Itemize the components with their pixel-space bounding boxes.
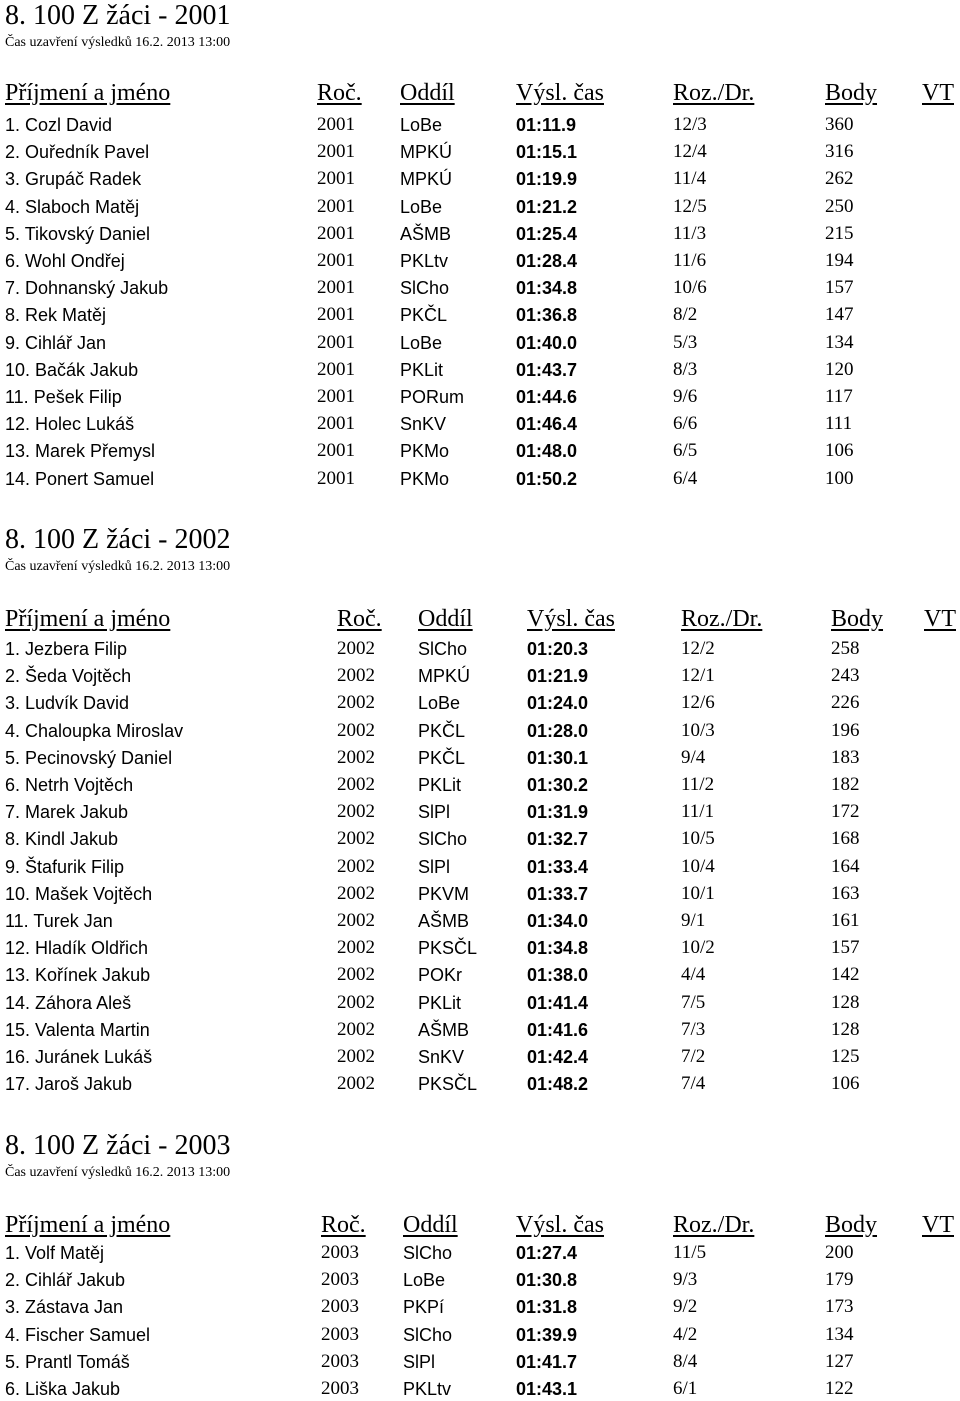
cell-name: 3. Grupáč Radek — [5, 169, 142, 190]
cell-name: 2. Šeda Vojtěch — [5, 666, 132, 687]
cell-time: 01:48.2 — [527, 1074, 589, 1095]
cell-split: 11/4 — [673, 168, 707, 190]
cell-name: 13. Kořínek Jakub — [5, 965, 151, 986]
cell-points: 142 — [831, 964, 860, 986]
cell-year: 2001 — [317, 386, 355, 407]
cell-year: 2001 — [317, 195, 355, 217]
cell-club: SnKV — [418, 1047, 465, 1067]
cell-year: 2001 — [317, 358, 355, 380]
cell-name: 6. Netrh Vojtěch — [5, 775, 134, 795]
cell-points: 183 — [831, 746, 860, 768]
header-points: Body — [831, 606, 884, 632]
cell-year: 2001 — [317, 114, 355, 135]
cell-year: 2002 — [337, 665, 375, 687]
cell-name: 15. Valenta Martin — [5, 1019, 150, 1040]
cell-time: 01:30.8 — [516, 1270, 578, 1291]
cell-split: 6/5 — [673, 440, 698, 462]
cell-year: 2003 — [321, 1296, 359, 1318]
cell-name: 13. Marek Přemysl — [5, 441, 156, 462]
cell-club: PKČL — [418, 720, 466, 741]
cell-year: 2001 — [317, 277, 355, 299]
cell-name: 6. Liška Jakub — [5, 1379, 121, 1399]
cell-time: 01:34.8 — [527, 938, 589, 959]
cell-time: 01:30.1 — [527, 747, 589, 768]
cell-name: 9. Štafurik Filip — [5, 856, 125, 877]
header-vt: VT — [924, 606, 956, 632]
cell-points: 200 — [825, 1242, 854, 1263]
cell-points: 128 — [831, 991, 860, 1013]
cell-points: 127 — [825, 1350, 854, 1372]
header-year: Roč. — [321, 1212, 366, 1238]
cell-year: 2003 — [321, 1269, 359, 1291]
cell-name: 1. Jezbera Filip — [5, 639, 128, 659]
cell-club: LoBe — [403, 1270, 446, 1291]
cell-club: PKVM — [418, 883, 470, 904]
cell-club: MPKÚ — [400, 169, 453, 190]
cell-split: 6/1 — [673, 1378, 698, 1399]
cell-points: 100 — [825, 467, 854, 489]
cell-club: LoBe — [400, 332, 443, 353]
header-time: Výsl. čas — [516, 80, 604, 106]
cell-split: 9/3 — [673, 1269, 698, 1291]
cell-year: 2001 — [317, 413, 355, 435]
cell-points: 117 — [825, 386, 853, 407]
cell-points: 196 — [831, 719, 860, 741]
header-club: Oddíl — [418, 606, 473, 632]
cell-time: 01:15.1 — [516, 142, 578, 163]
cell-year: 2002 — [337, 1046, 375, 1067]
cell-points: 258 — [831, 638, 860, 659]
cell-name: 6. Wohl Ondřej — [5, 251, 125, 271]
cell-name: 10. Mašek Vojtěch — [5, 883, 153, 904]
header-time: Výsl. čas — [527, 606, 615, 632]
cell-year: 2001 — [317, 168, 355, 190]
cell-points: 120 — [825, 358, 854, 380]
section-subtitle: Čas uzavření výsledků 16.2. 2013 13:00 — [5, 1165, 231, 1180]
cell-name: 10. Bačák Jakub — [5, 359, 139, 380]
cell-points: 360 — [825, 114, 854, 135]
cell-points: 179 — [825, 1269, 854, 1291]
cell-points: 226 — [831, 692, 860, 714]
cell-club: LoBe — [400, 115, 443, 135]
cell-split: 10/5 — [681, 828, 715, 850]
cell-time: 01:41.6 — [527, 1019, 589, 1040]
cell-year: 2002 — [337, 937, 375, 959]
cell-split: 12/3 — [673, 114, 707, 135]
cell-year: 2001 — [317, 304, 355, 326]
cell-name: 11. Pešek Filip — [5, 387, 122, 407]
cell-points: 134 — [825, 331, 854, 353]
section-subtitle: Čas uzavření výsledků 16.2. 2013 13:00 — [5, 559, 231, 574]
cell-split: 4/2 — [673, 1323, 698, 1345]
cell-time: 01:31.8 — [516, 1297, 578, 1318]
cell-club: PKPí — [403, 1297, 445, 1318]
cell-split: 12/2 — [681, 638, 715, 659]
cell-points: 215 — [825, 222, 854, 244]
section-title: 8. 100 Z žáci - 2003 — [5, 1130, 231, 1161]
cell-club: PKLit — [418, 775, 462, 795]
cell-year: 2002 — [337, 774, 375, 795]
cell-club: PKLit — [400, 359, 444, 380]
cell-split: 10/6 — [673, 277, 707, 299]
cell-split: 7/4 — [681, 1073, 706, 1095]
cell-club: PKMo — [400, 441, 450, 462]
cell-name: 5. Pecinovský Daniel — [5, 747, 173, 768]
cell-year: 2002 — [337, 910, 375, 931]
cell-year: 2001 — [317, 141, 355, 163]
cell-points: 157 — [825, 277, 854, 299]
cell-club: MPKÚ — [400, 142, 453, 163]
cell-points: 161 — [831, 910, 860, 931]
cell-time: 01:39.9 — [516, 1324, 578, 1345]
cell-time: 01:27.4 — [516, 1243, 578, 1263]
cell-split: 10/2 — [681, 937, 715, 959]
cell-points: 128 — [831, 1018, 860, 1040]
cell-time: 01:33.4 — [527, 856, 589, 877]
cell-name: 4. Fischer Samuel — [5, 1324, 151, 1345]
header-split: Roz./Dr. — [673, 80, 755, 106]
cell-time: 01:43.1 — [516, 1379, 578, 1399]
cell-time: 01:25.4 — [516, 223, 578, 244]
section-title: 8. 100 Z žáci - 2001 — [5, 0, 231, 31]
cell-year: 2002 — [337, 1018, 375, 1040]
cell-split: 11/3 — [673, 222, 707, 244]
cell-points: 163 — [831, 882, 860, 904]
cell-name: 3. Ludvík David — [5, 693, 130, 714]
section-title: 8. 100 Z žáci - 2002 — [5, 524, 231, 555]
cell-name: 4. Slaboch Matěj — [5, 196, 140, 217]
cell-time: 01:40.0 — [516, 332, 578, 353]
cell-points: 164 — [831, 855, 860, 877]
cell-club: PORum — [400, 387, 465, 407]
cell-name: 5. Prantl Tomáš — [5, 1351, 130, 1372]
cell-name: 11. Turek Jan — [5, 911, 113, 931]
cell-split: 9/6 — [673, 386, 698, 407]
cell-club: PKLtv — [400, 251, 449, 271]
cell-year: 2002 — [337, 828, 375, 850]
cell-split: 6/6 — [673, 413, 698, 435]
cell-points: 316 — [825, 141, 854, 163]
cell-year: 2003 — [321, 1378, 359, 1399]
cell-name: 12. Holec Lukáš — [5, 414, 135, 435]
cell-time: 01:11.9 — [516, 115, 577, 135]
cell-club: SlCho — [418, 829, 468, 850]
cell-points: 168 — [831, 828, 860, 850]
cell-year: 2002 — [337, 692, 375, 714]
cell-time: 01:19.9 — [516, 169, 578, 190]
cell-time: 01:30.2 — [527, 775, 589, 795]
cell-year: 2002 — [337, 719, 375, 741]
cell-time: 01:32.7 — [527, 829, 589, 850]
cell-club: PKMo — [400, 468, 450, 489]
header-vt: VT — [922, 1212, 954, 1238]
header-club: Oddíl — [403, 1212, 458, 1238]
cell-time: 01:33.7 — [527, 883, 589, 904]
cell-club: LoBe — [400, 196, 443, 217]
cell-points: 125 — [831, 1046, 860, 1067]
cell-year: 2002 — [337, 855, 375, 877]
cell-club: SlCho — [403, 1243, 453, 1263]
header-points: Body — [825, 80, 878, 106]
cell-time: 01:48.0 — [516, 441, 578, 462]
cell-name: 17. Jaroš Jakub — [5, 1074, 133, 1095]
cell-year: 2003 — [321, 1323, 359, 1345]
header-split: Roz./Dr. — [681, 606, 763, 632]
cell-time: 01:42.4 — [527, 1047, 589, 1067]
cell-points: 262 — [825, 168, 854, 190]
cell-name: 7. Marek Jakub — [5, 802, 129, 823]
cell-year: 2001 — [317, 222, 355, 244]
cell-points: 243 — [831, 665, 860, 687]
cell-time: 01:28.0 — [527, 720, 589, 741]
cell-time: 01:21.2 — [516, 196, 578, 217]
cell-points: 106 — [825, 440, 854, 462]
cell-points: 182 — [831, 774, 860, 795]
cell-split: 9/2 — [673, 1296, 698, 1318]
cell-club: PKČL — [400, 305, 448, 326]
cell-split: 10/3 — [681, 719, 715, 741]
cell-split: 6/4 — [673, 467, 698, 489]
cell-split: 11/6 — [673, 250, 707, 271]
cell-split: 11/5 — [673, 1242, 707, 1263]
cell-points: 157 — [831, 937, 860, 959]
cell-club: PKSČL — [418, 938, 478, 959]
cell-points: 106 — [831, 1073, 860, 1095]
header-vt: VT — [922, 80, 954, 106]
cell-split: 8/3 — [673, 358, 698, 380]
cell-name: 16. Juránek Lukáš — [5, 1047, 153, 1067]
cell-split: 7/5 — [681, 991, 706, 1013]
cell-year: 2002 — [337, 638, 375, 659]
cell-year: 2001 — [317, 250, 355, 271]
cell-points: 111 — [825, 413, 853, 435]
cell-year: 2002 — [337, 746, 375, 768]
cell-split: 8/2 — [673, 304, 698, 326]
cell-split: 10/1 — [681, 882, 715, 904]
cell-club: SlCho — [403, 1324, 453, 1345]
cell-time: 01:20.3 — [527, 639, 589, 659]
cell-club: PKLtv — [403, 1379, 452, 1399]
cell-name: 7. Dohnanský Jakub — [5, 278, 169, 299]
cell-time: 01:21.9 — [527, 666, 589, 687]
cell-points: 147 — [825, 304, 854, 326]
cell-split: 7/2 — [681, 1046, 706, 1067]
cell-time: 01:36.8 — [516, 305, 578, 326]
cell-time: 01:41.7 — [516, 1351, 578, 1372]
cell-name: 8. Rek Matěj — [5, 305, 107, 326]
cell-club: PKSČL — [418, 1074, 478, 1095]
cell-split: 9/4 — [681, 746, 706, 768]
cell-split: 12/5 — [673, 195, 707, 217]
cell-points: 122 — [825, 1378, 854, 1399]
cell-club: SlPl — [418, 856, 451, 877]
cell-time: 01:34.8 — [516, 278, 578, 299]
cell-year: 2003 — [321, 1350, 359, 1372]
cell-year: 2001 — [317, 440, 355, 462]
cell-split: 4/4 — [681, 964, 706, 986]
cell-year: 2002 — [337, 991, 375, 1013]
header-points: Body — [825, 1212, 878, 1238]
cell-year: 2002 — [337, 1073, 375, 1095]
header-year: Roč. — [317, 80, 362, 106]
cell-time: 01:50.2 — [516, 468, 578, 489]
cell-club: LoBe — [418, 693, 461, 714]
cell-name: 8. Kindl Jakub — [5, 829, 119, 850]
cell-club: MPKÚ — [418, 666, 471, 687]
header-club: Oddíl — [400, 80, 455, 106]
cell-club: POKr — [418, 965, 463, 986]
cell-club: AŠMB — [418, 1019, 470, 1040]
cell-club: AŠMB — [400, 223, 452, 244]
cell-name: 12. Hladík Oldřich — [5, 938, 149, 959]
cell-club: SlPl — [418, 802, 451, 823]
cell-split: 9/1 — [681, 910, 706, 931]
cell-time: 01:38.0 — [527, 965, 589, 986]
cell-club: SlCho — [418, 639, 468, 659]
cell-points: 173 — [825, 1296, 854, 1318]
cell-name: 9. Cihlář Jan — [5, 332, 107, 353]
cell-name: 4. Chaloupka Miroslav — [5, 720, 184, 741]
cell-split: 12/1 — [681, 665, 715, 687]
cell-time: 01:31.9 — [527, 802, 589, 823]
cell-name: 1. Cozl David — [5, 115, 113, 135]
cell-time: 01:44.6 — [516, 387, 578, 407]
cell-year: 2001 — [317, 467, 355, 489]
cell-points: 172 — [831, 801, 860, 823]
header-name: Příjmení a jméno — [5, 1212, 171, 1238]
cell-year: 2002 — [337, 801, 375, 823]
header-time: Výsl. čas — [516, 1212, 604, 1238]
cell-time: 01:43.7 — [516, 359, 578, 380]
cell-split: 11/1 — [681, 801, 715, 823]
cell-club: PKLit — [418, 992, 462, 1013]
cell-split: 12/6 — [681, 692, 715, 714]
cell-club: SnKV — [400, 414, 447, 435]
cell-club: SlCho — [400, 278, 450, 299]
cell-name: 2. Ouředník Pavel — [5, 142, 150, 163]
cell-name: 5. Tikovský Daniel — [5, 223, 151, 244]
cell-year: 2001 — [317, 331, 355, 353]
cell-split: 11/2 — [681, 774, 715, 795]
cell-time: 01:41.4 — [527, 992, 589, 1013]
cell-name: 14. Ponert Samuel — [5, 468, 155, 489]
header-split: Roz./Dr. — [673, 1212, 755, 1238]
cell-time: 01:24.0 — [527, 693, 589, 714]
cell-year: 2002 — [337, 964, 375, 986]
section-subtitle: Čas uzavření výsledků 16.2. 2013 13:00 — [5, 35, 231, 50]
cell-name: 3. Zástava Jan — [5, 1297, 124, 1318]
header-name: Příjmení a jméno — [5, 80, 171, 106]
cell-split: 8/4 — [673, 1350, 698, 1372]
cell-points: 194 — [825, 250, 854, 271]
cell-time: 01:34.0 — [527, 911, 589, 931]
cell-time: 01:28.4 — [516, 251, 578, 271]
cell-club: AŠMB — [418, 911, 470, 931]
cell-year: 2003 — [321, 1242, 359, 1263]
cell-name: 14. Záhora Aleš — [5, 992, 132, 1013]
header-name: Příjmení a jméno — [5, 606, 171, 632]
cell-year: 2002 — [337, 882, 375, 904]
cell-name: 2. Cihlář Jakub — [5, 1270, 126, 1291]
cell-club: SlPl — [403, 1351, 436, 1372]
cell-split: 7/3 — [681, 1018, 706, 1040]
cell-split: 10/4 — [681, 855, 715, 877]
cell-name: 1. Volf Matěj — [5, 1243, 105, 1263]
cell-split: 5/3 — [673, 331, 698, 353]
header-year: Roč. — [337, 606, 382, 632]
cell-split: 12/4 — [673, 141, 707, 163]
cell-points: 134 — [825, 1323, 854, 1345]
cell-club: PKČL — [418, 747, 466, 768]
cell-points: 250 — [825, 195, 854, 217]
cell-time: 01:46.4 — [516, 414, 578, 435]
